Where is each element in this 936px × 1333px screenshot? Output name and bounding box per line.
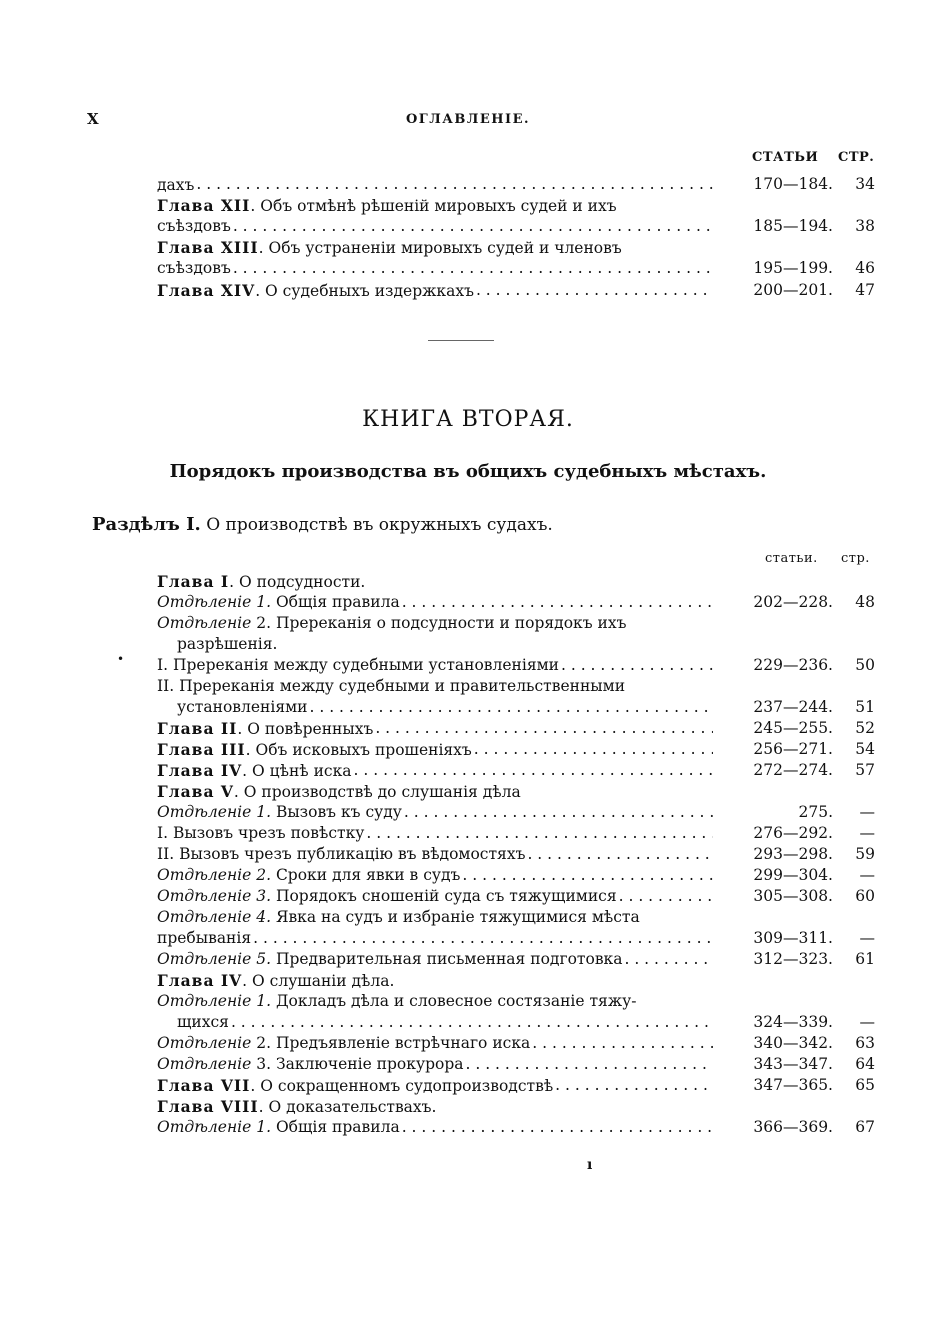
entry-label: Отдѣленіе 1. [157, 1118, 272, 1136]
entry-page: 50 [855, 656, 875, 674]
margin-mark: • [117, 652, 125, 666]
entry-text: . Объ отмѣнѣ рѣшеній мировыхъ судей и ихъ [250, 197, 617, 215]
toc-entry [157, 949, 875, 970]
entry-page: — [859, 929, 875, 947]
entry-page: 48 [855, 593, 875, 611]
entry-text: Общія правила [271, 1118, 400, 1136]
entry-text: пребыванія [157, 929, 252, 947]
entry-page: 38 [855, 217, 875, 235]
book-title: КНИГА ВТОРАЯ. [362, 407, 574, 432]
page-column-header: стр. [841, 551, 870, 566]
toc-entry [157, 216, 875, 237]
entry-page: 46 [855, 259, 875, 277]
dot-leader [553, 1075, 713, 1096]
entry-text: Общія правила [271, 593, 400, 611]
entry-page: — [859, 824, 875, 842]
entry-label: Отдѣленіе 1. [157, 593, 272, 611]
entry-articles: 305—308. [753, 887, 833, 905]
entry-page: 54 [855, 740, 875, 758]
dot-leader [402, 802, 713, 823]
entry-text: II. Пререканія между судебными и правительственными [157, 677, 626, 695]
entry-text: 2. Пререканія о подсудности и порядокъ ихъ [251, 614, 627, 632]
entry-page: 63 [855, 1034, 875, 1052]
toc-entry [157, 258, 875, 279]
entry-articles: 245—255. [753, 719, 833, 737]
footer-mark: ı [587, 1157, 593, 1173]
dot-leader [622, 949, 713, 970]
toc-entry [157, 1033, 875, 1054]
entry-label: Отдѣленіе [157, 1055, 252, 1073]
entry-text: . Объ исковыхъ прошеніяхъ [245, 741, 472, 759]
toc-entry [157, 1117, 875, 1138]
entry-text: I. Вызовъ чрезъ повѣстку [157, 824, 365, 842]
entry-page: 34 [855, 175, 875, 193]
entry-label: Глава II [157, 719, 238, 738]
entry-articles: 237—244. [753, 698, 833, 716]
entry-label: Отдѣленіе [157, 614, 252, 632]
entry-articles: 312—323. [753, 950, 833, 968]
toc-entry [157, 970, 875, 991]
toc-entry [157, 781, 875, 802]
entry-text: . О цѣнѣ иска [242, 762, 352, 780]
toc-entry [157, 718, 875, 739]
toc-entry [157, 886, 875, 907]
toc-entry [157, 823, 875, 844]
entry-text: съѣздовъ [157, 259, 231, 277]
dot-leader [463, 1054, 713, 1075]
entry-articles: 293—298. [753, 845, 833, 863]
dot-leader [474, 280, 713, 301]
entry-label: Отдѣленіе 2. [157, 866, 272, 884]
toc-entry [157, 280, 875, 301]
dot-leader [400, 1117, 713, 1138]
running-head: ОГЛАВЛЕНІЕ. [405, 112, 531, 127]
entry-label: Глава XII [157, 196, 251, 215]
toc-entry [157, 237, 875, 258]
book-subtitle: Порядокъ производства въ общихъ судебныхъ мѣстахъ. [169, 461, 767, 482]
entry-page: 60 [855, 887, 875, 905]
entry-text: . Объ устраненіи мировыхъ судей и членовъ [258, 239, 622, 257]
toc-entry [177, 697, 875, 718]
section-text: О производствѣ въ окружныхъ судахъ. [200, 515, 553, 535]
toc-entry [157, 592, 875, 613]
toc-entry [157, 844, 875, 865]
dot-leader [617, 886, 713, 907]
section-label: Раздѣлъ I. [92, 514, 201, 535]
toc-entry [157, 571, 875, 592]
entry-articles: 200—201. [753, 281, 833, 299]
entry-label: Отдѣленіе 1. [157, 992, 272, 1010]
entry-text: Сроки для явки в судъ [271, 866, 461, 884]
entry-text: . О сокращенномъ судопроизводствѣ [250, 1077, 554, 1095]
top-page-column-header: СТР. [838, 150, 875, 165]
entry-articles: 309—311. [753, 929, 833, 947]
entry-label: Отдѣленіе 4. [157, 908, 272, 926]
entry-text: Явка на судъ и избраніе тяжущимися мѣста [271, 908, 640, 926]
dot-leader [364, 823, 713, 844]
toc-entry [157, 1054, 875, 1075]
entry-label: Глава IV [157, 761, 243, 780]
entry-page: 57 [855, 761, 875, 779]
toc-entry [157, 760, 875, 781]
entry-articles: 324—339. [753, 1013, 833, 1031]
entry-page: — [859, 866, 875, 884]
dot-leader [231, 216, 713, 237]
entry-text: Вызовъ къ суду [271, 803, 402, 821]
entry-label: Отдѣленіе 5. [157, 950, 272, 968]
articles-column-header: статьи. [765, 551, 818, 566]
entry-articles: 229—236. [753, 656, 833, 674]
entry-articles: 366—369. [753, 1118, 833, 1136]
entry-articles: 343—347. [753, 1055, 833, 1073]
entry-label: Отдѣленіе 1. [157, 803, 272, 821]
entry-text: щихся [177, 1013, 229, 1031]
entry-text: Порядокъ сношеній суда съ тяжущимися [271, 887, 617, 905]
entry-text: 3. Заключеніе прокурора [251, 1055, 464, 1073]
entry-label: Глава XIII [157, 238, 259, 257]
entry-articles: 195—199. [753, 259, 833, 277]
toc-entry [157, 655, 875, 676]
entry-label: Глава VII [157, 1076, 251, 1095]
toc-entry [157, 991, 875, 1012]
toc-entry [157, 1075, 875, 1096]
entry-page: — [859, 1013, 875, 1031]
entry-articles: 256—271. [753, 740, 833, 758]
entry-text: Предварительная письменная подготовка [271, 950, 623, 968]
entry-articles: 202—228. [753, 593, 833, 611]
entry-text: . О повѣренныхъ [237, 720, 374, 738]
toc-entry [157, 739, 875, 760]
toc-entry [157, 174, 875, 195]
entry-label: Глава XIV [157, 281, 256, 300]
entry-articles: 275. [798, 803, 833, 821]
dot-leader [229, 1012, 713, 1033]
dot-leader [472, 739, 713, 760]
entry-page: 52 [855, 719, 875, 737]
entry-label: Глава III [157, 740, 246, 759]
entry-label: Отдѣленіе [157, 1034, 252, 1052]
entry-articles: 276—292. [753, 824, 833, 842]
entry-label: Глава I [157, 572, 230, 591]
entry-text: I. Пререканія между судебными установленіями [157, 656, 559, 674]
toc-entry [157, 928, 875, 949]
entry-text: . О доказательствахъ. [258, 1098, 437, 1116]
toc-entry [157, 907, 875, 928]
dot-leader [231, 258, 713, 279]
entry-page: 64 [855, 1055, 875, 1073]
toc-entry [157, 865, 875, 886]
entry-page: — [859, 803, 875, 821]
entry-label: Глава V [157, 782, 234, 801]
entry-label: Глава VIII [157, 1097, 259, 1116]
entry-articles: 170—184. [753, 175, 833, 193]
entry-articles: 185—194. [753, 217, 833, 235]
entry-articles: 299—304. [753, 866, 833, 884]
entry-page: 59 [855, 845, 875, 863]
entry-articles: 340—342. [753, 1034, 833, 1052]
toc-entry [177, 1012, 875, 1033]
toc-entry [157, 802, 875, 823]
top-articles-column-header: СТАТЬИ [752, 150, 819, 165]
entry-text: . О производствѣ до слушанія дѣла [233, 783, 521, 801]
page-number: X [87, 110, 99, 128]
entry-text: . О слушаніи дѣла. [242, 972, 395, 990]
entry-page: 47 [855, 281, 875, 299]
entry-text: дахъ [157, 176, 195, 194]
section-divider [428, 340, 494, 341]
dot-leader [400, 592, 713, 613]
entry-articles: 347—365. [753, 1076, 833, 1094]
toc-entry [177, 634, 875, 655]
entry-text: Докладъ дѣла и словесное состязаніе тяжу- [271, 992, 637, 1010]
toc-entry [157, 195, 875, 216]
entry-page: 65 [855, 1076, 875, 1094]
entry-text: установленіями [177, 698, 308, 716]
entry-label: Глава IV [157, 971, 243, 990]
dot-leader [194, 174, 713, 195]
dot-leader [251, 928, 713, 949]
toc-entry [157, 613, 875, 634]
entry-page: 51 [855, 698, 875, 716]
dot-leader [352, 760, 713, 781]
toc-entry [157, 676, 875, 697]
section-title [92, 514, 553, 535]
toc-entry [157, 1096, 875, 1117]
entry-page: 61 [855, 950, 875, 968]
dot-leader [460, 865, 713, 886]
entry-articles: 272—274. [753, 761, 833, 779]
entry-label: Отдѣленіе 3. [157, 887, 272, 905]
entry-text: . О судебныхъ издержкахъ [255, 282, 474, 300]
dot-leader [525, 844, 713, 865]
dot-leader [307, 697, 713, 718]
entry-text: съѣздовъ [157, 217, 231, 235]
entry-page: 67 [855, 1118, 875, 1136]
dot-leader [530, 1033, 713, 1054]
entry-text: разрѣшенія. [177, 635, 278, 653]
dot-leader [559, 655, 713, 676]
entry-text: II. Вызовъ чрезъ публикацію въ вѣдомостяхъ [157, 845, 526, 863]
entry-text: . О подсудности. [229, 573, 366, 591]
entry-text: 2. Предъявленіе встрѣчнаго иска [251, 1034, 531, 1052]
dot-leader [373, 718, 713, 739]
